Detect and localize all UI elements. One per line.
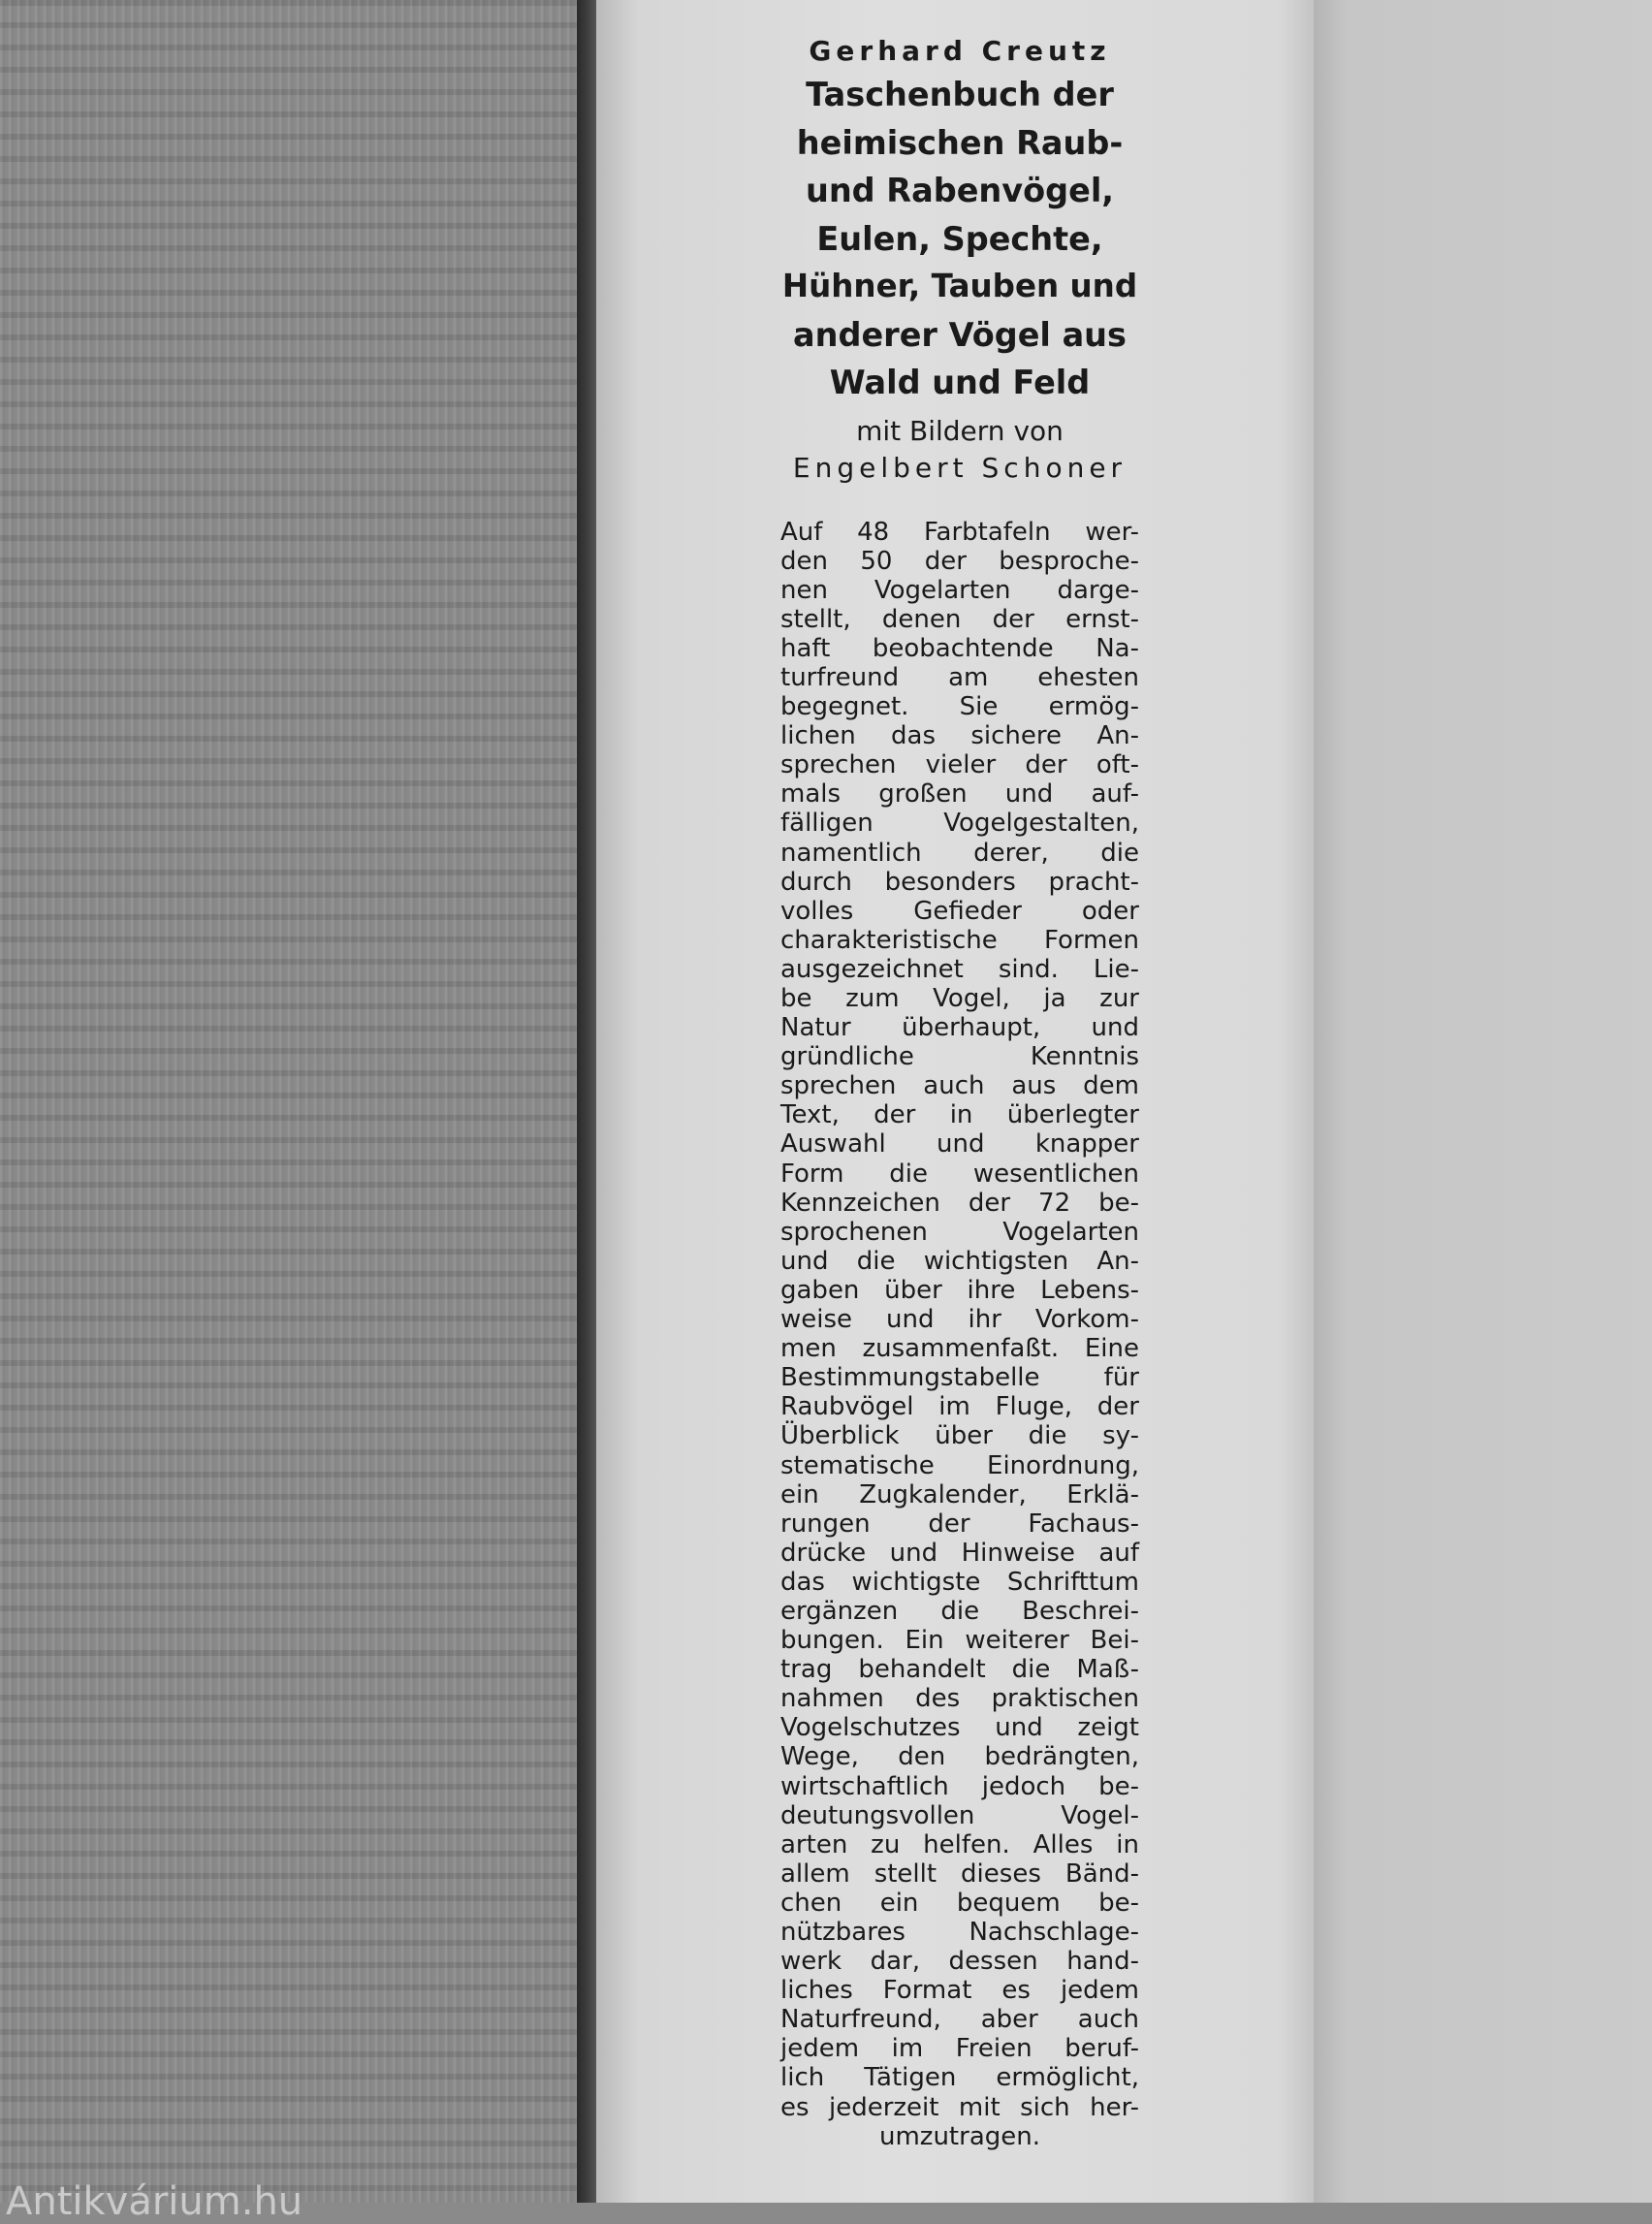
blurb-line: gründliche Kenntnis (780, 1042, 1139, 1072)
blurb-line: es jederzeit mit sich her- (780, 2092, 1139, 2122)
blurb-line: mals großen und auf- (780, 779, 1139, 810)
blurb-line: stellt, denen der ernst- (780, 604, 1139, 634)
blurb-line: sprechen vieler der oft- (780, 750, 1139, 780)
blurb-line: wirtschaftlich jedoch be- (780, 1771, 1139, 1801)
title-line: Taschenbuch der (806, 76, 1114, 113)
blurb-line: Auf 48 Farbtafeln wer- (780, 517, 1139, 547)
title-line: und Rabenvögel, (805, 172, 1115, 209)
blurb-text (780, 518, 1139, 2151)
author-name: Gerhard Creutz (809, 35, 1111, 67)
blurb-line: Auswahl und knapper (780, 1129, 1139, 1160)
inner-page (1314, 0, 1652, 2203)
blurb-line: drücke und Hinweise auf (780, 1538, 1139, 1568)
blurb-line: den 50 der besproche- (780, 546, 1139, 576)
blurb-line: bungen. Ein weiterer Bei- (780, 1626, 1139, 1656)
blurb-line: Überblick über die sy- (780, 1421, 1139, 1451)
blurb-line: durch besonders pracht- (780, 867, 1139, 897)
spine-shadow (577, 0, 596, 2203)
blurb-line: sprechen auch aus dem (780, 1071, 1139, 1101)
blurb-line: lichen das sichere An- (780, 721, 1139, 751)
book-cover (0, 0, 577, 2203)
blurb-line: umzutragen. (879, 2121, 1040, 2151)
blurb-line: haft beobachtende Na- (780, 633, 1139, 663)
blurb-line: nahmen des praktischen (780, 1684, 1139, 1714)
flap-text-block (780, 35, 1139, 2151)
blurb-line: Form die wesentlichen (780, 1159, 1139, 1189)
blurb-line: liches Format es jedem (780, 1976, 1139, 2006)
blurb-line: Wege, den bedrängten, (780, 1742, 1139, 1772)
blurb-line: turfreund am ehesten (780, 662, 1139, 692)
blurb-line: trag behandelt die Maß- (780, 1655, 1139, 1685)
blurb-line: ergänzen die Beschrei- (780, 1596, 1139, 1626)
blurb-line: stematische Einordnung, (780, 1450, 1139, 1480)
blurb-line: Bestimmungstabelle für (780, 1363, 1139, 1393)
blurb-line: namentlich derer, die (780, 838, 1139, 868)
blurb-line: Natur überhaupt, und (780, 1013, 1139, 1043)
blurb-line: das wichtigste Schrifttum (780, 1567, 1139, 1597)
blurb-line: ein Zugkalender, Erklä- (780, 1479, 1139, 1509)
blurb-line: volles Gefieder oder (780, 896, 1139, 926)
blurb-line: Kennzeichen der 72 be- (780, 1188, 1139, 1218)
blurb-line: sprochenen Vogelarten (780, 1217, 1139, 1247)
blurb-line: chen ein bequem be- (780, 1888, 1139, 1918)
blurb-line: men zusammenfaßt. Eine (780, 1334, 1139, 1364)
blurb-line: charakteristische Formen (780, 925, 1139, 955)
blurb-line: nützbares Nachschlage- (780, 1918, 1139, 1947)
title-line: Wald und Feld (829, 364, 1091, 401)
blurb-line: werk dar, dessen hand- (780, 1947, 1139, 1977)
blurb-line: be zum Vogel, ja zur (780, 984, 1139, 1013)
blurb-line: Vogelschutzes und zeigt (780, 1713, 1139, 1743)
book-title (780, 71, 1139, 407)
blurb-line: fälligen Vogelgestalten, (780, 809, 1139, 839)
blurb-line: lich Tätigen ermöglicht, (780, 2063, 1139, 2093)
blurb-line: weise und ihr Vorkom- (780, 1305, 1139, 1335)
blurb-line: ausgezeichnet sind. Lie- (780, 954, 1139, 984)
blurb-line: und die wichtigsten An- (780, 1246, 1139, 1276)
blurb-line: nen Vogelarten darge- (780, 575, 1139, 605)
illustrations-credit-label: mit Bildern von (856, 414, 1064, 447)
title-line: Hühner, Tauben und (781, 268, 1138, 304)
title-line: Eulen, Spechte, (816, 219, 1103, 258)
blurb-line: rungen der Fachaus- (780, 1509, 1139, 1539)
title-line: anderer Vögel aus (793, 315, 1127, 354)
blurb-line: jedem im Freien beruf- (780, 2034, 1139, 2064)
blurb-line: Text, der in überlegter (780, 1100, 1139, 1130)
blurb-line: deutungsvollen Vogel- (780, 1800, 1139, 1830)
title-line: heimischen Raub- (796, 123, 1124, 162)
blurb-line: allem stellt dieses Bänd- (780, 1859, 1139, 1889)
watermark: Antikvárium.hu (6, 2179, 303, 2224)
blurb-line: begegnet. Sie ermög- (780, 692, 1139, 722)
blurb-line: gaben über ihre Lebens- (780, 1275, 1139, 1305)
illustrator-name: Engelbert Schoner (792, 451, 1128, 484)
blurb-line: arten zu helfen. Alles in (780, 1829, 1139, 1859)
blurb-line: Naturfreund, aber auch (780, 2005, 1139, 2035)
blurb-line: Raubvögel im Fluge, der (780, 1392, 1139, 1422)
